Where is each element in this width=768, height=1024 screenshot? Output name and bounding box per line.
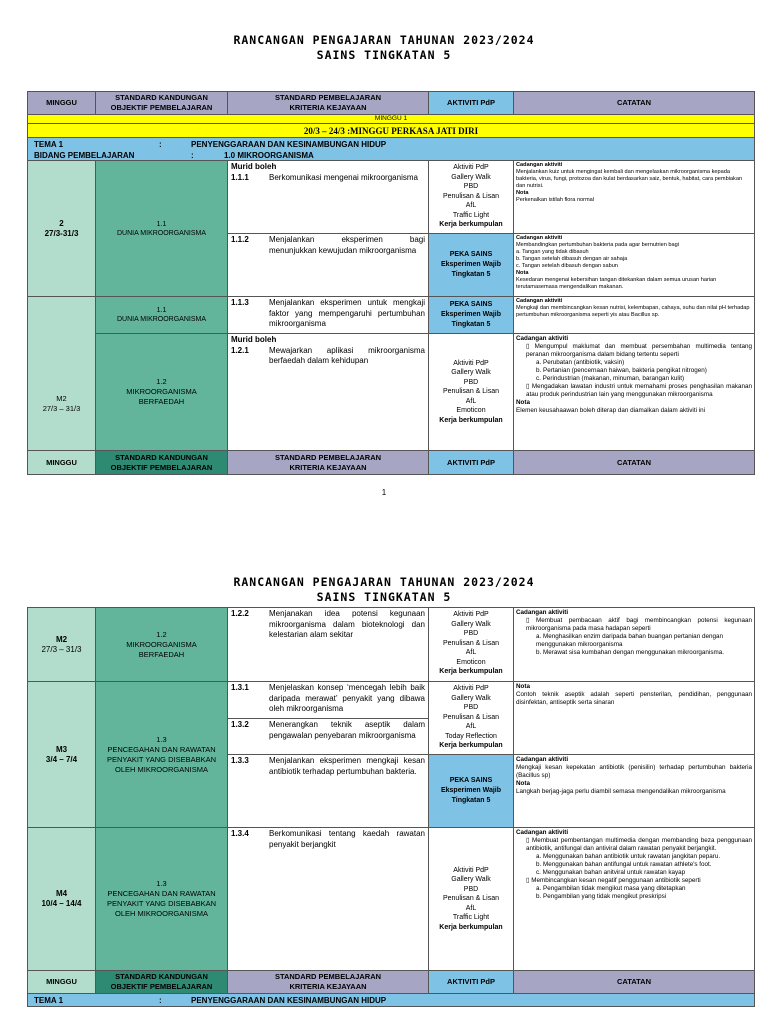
page-subtitle: SAINS TINGKATAN 5	[316, 48, 452, 62]
catatan-body: Mengumpul maklumat dan membuat persembahan multimedia tentang peranan mikroorganisma dalam bidang tertentu seperti	[526, 343, 752, 358]
aktiviti-line: Penulisan & Lisan	[442, 895, 500, 903]
footer-standard-kandungan: STANDARD KANDUNGAN OBJEKTIF PEMBELAJARAN	[95, 450, 228, 475]
aktiviti-1	[428, 160, 514, 234]
sk-1-2-cell-2: 1.2 MIKROORGANISMA BERFAEDAH	[95, 607, 228, 682]
sp-text: Berkomunikasi mengenai mikroorganisma	[269, 172, 418, 182]
nota-body: Kesedaran mengenai kebersihan tangan ditekankan dalam semua urusan harian terutamasemasa mengendalikan makanan.	[516, 277, 717, 290]
aktiviti-line: Penulisan & Lisan	[442, 713, 500, 721]
page-number: 1	[381, 488, 387, 497]
sp-1-3-4-cell	[227, 827, 429, 971]
tema-bar	[27, 137, 755, 161]
aktiviti-line: PBD	[463, 378, 479, 386]
catatan-head: Cadangan aktiviti	[516, 235, 563, 241]
bullet-icon: ▯	[526, 343, 535, 350]
sk-1-1-cell: 1.1 DUNIA MIKROORGANISMA	[95, 160, 228, 297]
aktiviti-line: AfL	[465, 904, 477, 912]
catatan-item: a. Menghasilkan enzim daripada bahan buangan pertanian dengan menggunakan mikroorganisma	[536, 633, 723, 648]
header-catatan: CATATAN	[513, 91, 755, 115]
catatan-item: b. Tangan setelah dibasuh dengan air sahaja	[516, 256, 628, 262]
aktiviti-line: Aktiviti PdP	[453, 611, 489, 618]
aktiviti-line: AfL	[465, 649, 477, 656]
footer-standard-kandungan-2: STANDARD KANDUNGAN OBJEKTIF PEMBELAJARAN	[95, 970, 228, 994]
aktiviti-line: Aktiviti PdP	[453, 359, 489, 367]
aktiviti-line: PBD	[463, 704, 479, 711]
catatan-body: Membandingkan pertumbuhan bakteria pada agar bernutrien bagi	[516, 242, 679, 248]
nota-body: Langkah berjag-jaga perlu diambil semasa mengendalikan mikroorganisma	[516, 788, 726, 795]
footer-standard-pembelajaran: STANDARD PEMBELAJARAN KRITERIA KEJAYAAN	[227, 450, 429, 475]
catatan-item: c. Tangan setelah dibasuh dengan sabun	[516, 263, 618, 269]
aktiviti-line: Penulisan & Lisan	[442, 192, 500, 200]
catatan-body: Membuat pembentangan multimedia dengan membanding beza penggunaan antibiotik, antifungal dan antiviral dalam rawatan penyakit berjangkit.	[526, 837, 752, 852]
catatan-body: Mengadakan lawatan industri untuk memahami proses penghasilan makanan atau produk perindustrian lain yang menggunakan mikroorganisma	[526, 383, 752, 398]
sp-num: 1.2.2	[231, 609, 249, 618]
tema-value: PENYENGGARAAN DAN KESINAMBUNGAN HIDUP	[191, 140, 387, 149]
nota-body: Elemen keusahaawan boleh diterap dan diamalkan dalam aktiviti ini	[516, 407, 706, 414]
tema-label: TEMA 1	[34, 996, 64, 1005]
catatan-item: b. Menggunakan bahan antifungal untuk rawatan athlete's foot.	[536, 861, 712, 868]
murid-boleh: Murid boleh	[231, 162, 277, 171]
catatan-p2-3	[513, 754, 755, 828]
sp-text: Menjalankan eksperimen untuk mengkaji faktor yang mempengaruhi pertumbuhan mikroorganisma	[269, 298, 425, 328]
sp-num: 1.3.3	[231, 756, 249, 765]
sp-1-3-3-cell	[227, 754, 429, 828]
aktiviti-line: Emoticon	[456, 658, 486, 666]
aktiviti-line: Traffic Light	[452, 211, 490, 219]
aktiviti-p2-3	[428, 827, 514, 971]
aktiviti-line: AfL	[465, 397, 477, 405]
header-standard-pembelajaran: STANDARD PEMBELAJARAN KRITERIA KEJAYAAN	[227, 91, 429, 115]
aktiviti-line: Kerja berkumpulan	[439, 742, 503, 749]
sp-num: 1.1.3	[231, 298, 249, 307]
week-m2-cell-2: M2 27/3 – 31/3	[27, 607, 96, 682]
aktiviti-line: Gallery Walk	[451, 876, 491, 884]
catatan-body: Menjalankan kuiz untuk mengingat kembali dan mengelaskan mikroorganisma kepada bakteria, virus, fungi, protozoa dan kulat berdasarkan saiz, bentuk, habitat, cara pembiakan dan nutrisi.	[516, 169, 743, 189]
aktiviti-line: Traffic Light	[452, 914, 490, 922]
catatan-body: Membuat pembacaan aktif bagi membincangkan potensi kegunaan mikroorganisma pada masa hadapan seperti	[526, 617, 753, 632]
aktiviti-line: Kerja berkumpulan	[439, 923, 503, 931]
catatan-body: Membincangkan kesan negatif penggunaan antibiotik seperti	[531, 877, 701, 884]
sk-1-3-cell: 1.3 PENCEGAHAN DAN RAWATAN PENYAKIT YANG DISEBABKAN OLEH MIKROORGANISMA	[95, 681, 228, 828]
bidang-colon: :	[191, 151, 194, 160]
perkasa-banner: 20/3 – 24/3 :MINGGU PERKASA JATI DIRI	[27, 123, 755, 138]
catatan-item: b. Merawat sisa kumbahan dengan menggunakan mikroorganisma.	[536, 649, 724, 656]
sp-text: Menjanakan idea potensi kegunaan mikroorganisma dalam bioteknologi dan kelestarian alam sekitar	[269, 609, 425, 639]
sp-1-2-1-cell	[227, 333, 429, 451]
sp-1-1-2-cell	[227, 233, 429, 297]
aktiviti-line: Emoticon	[456, 407, 486, 415]
sk-1-2-cell: 1.2 MIKROORGANISMA BERFAEDAH	[95, 333, 228, 451]
page-subtitle-2: SAINS TINGKATAN 5	[316, 590, 452, 604]
bullet-icon: ▯	[526, 617, 537, 624]
footer-aktiviti: AKTIVITI PdP	[428, 450, 514, 475]
sp-num: 1.3.4	[231, 829, 249, 838]
catatan-3	[513, 296, 755, 334]
sp-num: 1.1.2	[231, 235, 249, 244]
week-m3-cell: M3 3/4 – 7/4	[27, 681, 96, 828]
sp-num: 1.1.1	[231, 172, 249, 182]
aktiviti-line: Gallery Walk	[451, 369, 491, 377]
catatan-2	[513, 233, 755, 297]
catatan-body: Mengkaji kesan kepekatan antibiotik (penisilin) terhadap pertumbuhan bakteria (Bacillus sp)	[516, 764, 752, 779]
aktiviti-line: Today Reflection	[445, 732, 497, 740]
catatan-p2-1	[513, 607, 755, 682]
sp-text: Menjalankan eksperimen mengkaji kesan antibiotik terhadap pertumbuhan bakteria.	[269, 756, 425, 776]
catatan-body: Mengkaji dan membincangkan kesan nutrisi, kelembapan, cahaya, suhu dan nilai pH terhadap pertumbuhan mikroorganisma seperti yis atau Bacillus sp.	[516, 305, 750, 318]
catatan-p2-2	[513, 681, 755, 755]
aktiviti-line: AfL	[465, 202, 477, 209]
catatan-p2-4	[513, 827, 755, 971]
sp-text: Menjalankan eksperimen bagi menunjukkan kewujudan mikroorganisma	[269, 235, 425, 255]
catatan-head: Cadangan aktiviti	[516, 756, 569, 763]
catatan-4	[513, 333, 755, 451]
nota-label: Nota	[516, 683, 530, 690]
nota-body: Perkenalkan istilah flora normal	[516, 197, 595, 203]
sp-1-1-3-cell	[227, 296, 429, 334]
tema-colon: :	[159, 996, 162, 1005]
aktiviti-line: AfL	[465, 723, 477, 730]
footer-minggu: MINGGU	[27, 450, 96, 475]
minggu-1-label: MINGGU 1	[27, 114, 755, 124]
aktiviti-line: PBD	[463, 630, 479, 637]
peka-2: PEKA SAINS Eksperimen Wajib Tingkatan 5	[428, 296, 514, 334]
catatan-head: Cadangan aktiviti	[516, 335, 569, 342]
aktiviti-line: Aktiviti PdP	[453, 866, 489, 874]
peka-1: PEKA SAINS Eksperimen Wajib Tingkatan 5	[428, 233, 514, 297]
murid-boleh: Murid boleh	[231, 335, 277, 344]
catatan-body: Contoh teknik aseptik adalah seperti pensterilan, pendidihan, penggunaan disinfektan, antiseptik serta sinaran	[516, 691, 752, 706]
sp-1-3-1-cell	[227, 681, 429, 719]
aktiviti-line: Kerja berkumpulan	[439, 668, 503, 675]
aktiviti-2	[428, 333, 514, 451]
catatan-item: c. Perindustrian (makanan, minuman, barangan kulit)	[536, 375, 685, 382]
bidang-value: 1.0 MIKROORGANISMA	[224, 151, 314, 160]
aktiviti-line: Kerja berkumpulan	[439, 416, 503, 424]
footer-catatan: CATATAN	[513, 450, 755, 475]
catatan-item: a. Tangan yang tidak dibasuh	[516, 249, 589, 255]
sp-text: Menjelaskan konsep ‘mencegah lebih baik daripada merawat’ penyakit yang dibawa oleh mikroorganisma	[269, 683, 425, 713]
nota-label: Nota	[516, 270, 529, 276]
catatan-item: a. Perubatan (antibiotik, vaksin)	[536, 359, 625, 366]
sk-1-1-cell-b: 1.1 DUNIA MIKROORGANISMA	[95, 296, 228, 334]
catatan-item: a. Menggunakan bahan antibiotik untuk rawatan jangkitan peparu.	[536, 853, 721, 860]
nota-label: Nota	[516, 190, 529, 196]
bullet-icon: ▯	[526, 383, 532, 390]
catatan-head: Cadangan aktiviti	[516, 609, 569, 616]
aktiviti-line: Aktiviti PdP	[453, 164, 489, 171]
nota-label: Nota	[516, 780, 530, 787]
sp-1-3-2-cell	[227, 718, 429, 755]
sp-text: Berkomunikasi tentang kaedah rawatan penyakit berjangkit	[269, 829, 425, 849]
sp-num: 1.2.1	[231, 345, 249, 355]
footer-minggu-2: MINGGU	[27, 970, 96, 994]
sp-1-1-1-cell	[227, 160, 429, 234]
week-m2-cell: M2 27/3 – 31/3	[27, 296, 96, 451]
header-aktiviti: AKTIVITI PdP	[428, 91, 514, 115]
sk-1-3-cell-2: 1.3 PENCEGAHAN DAN RAWATAN PENYAKIT YANG DISEBABKAN OLEH MIKROORGANISMA	[95, 827, 228, 971]
tema-colon: :	[159, 140, 162, 149]
bullet-icon: ▯	[526, 877, 532, 884]
aktiviti-line: PBD	[463, 183, 479, 190]
aktiviti-line: Gallery Walk	[451, 620, 491, 628]
sp-text: Menerangkan teknik aseptik dalam pengawalan penyebaran mikroorganisma	[269, 720, 425, 740]
aktiviti-line: Penulisan & Lisan	[442, 639, 500, 647]
catatan-item: c. Menggunakan bahan anitviral untuk rawatan kayap	[536, 869, 686, 876]
page-title-2: RANCANGAN PENGAJARAN TAHUNAN 2023/2024	[233, 575, 535, 589]
catatan-1	[513, 160, 755, 234]
aktiviti-line: Penulisan & Lisan	[442, 388, 500, 396]
aktiviti-p2-2	[428, 681, 514, 755]
footer-standard-pembelajaran-2: STANDARD PEMBELAJARAN KRITERIA KEJAYAAN	[227, 970, 429, 994]
header-standard-kandungan: STANDARD KANDUNGAN OBJEKTIF PEMBELAJARAN	[95, 91, 228, 115]
aktiviti-line: PBD	[463, 885, 479, 893]
footer-aktiviti-2: AKTIVITI PdP	[428, 970, 514, 994]
catatan-head: Cadangan aktiviti	[516, 298, 563, 304]
catatan-item: b. Pengambilan yang tidak mengikut preskripsi	[536, 893, 667, 900]
bullet-icon: ▯	[526, 837, 532, 844]
catatan-item: a. Pengambilan tidak mengikut masa yang ditetapkan	[536, 885, 686, 892]
week-2-cell: 2 27/3-31/3	[27, 160, 96, 297]
peka-p2: PEKA SAINS Eksperimen Wajib Tingkatan 5	[428, 754, 514, 828]
sp-1-2-2-cell	[227, 607, 429, 682]
tema-bar-2	[27, 993, 755, 1007]
sp-num: 1.3.2	[231, 720, 249, 729]
aktiviti-line: Aktiviti PdP	[453, 685, 489, 692]
sp-num: 1.3.1	[231, 683, 249, 692]
aktiviti-p2-1	[428, 607, 514, 682]
week-m4-cell: M4 10/4 – 14/4	[27, 827, 96, 971]
bidang-label: BIDANG PEMBELAJARAN	[34, 151, 135, 160]
header-minggu: MINGGU	[27, 91, 96, 115]
aktiviti-line: Gallery Walk	[451, 173, 491, 181]
aktiviti-line: Kerja berkumpulan	[439, 221, 503, 228]
footer-catatan-2: CATATAN	[513, 970, 755, 994]
aktiviti-line: Gallery Walk	[451, 694, 491, 702]
page-title: RANCANGAN PENGAJARAN TAHUNAN 2023/2024	[233, 33, 535, 47]
sp-text: Mewajarkan aplikasi mikroorganisma berfaedah dalam kehidupan	[269, 345, 425, 365]
tema-label: TEMA 1	[34, 140, 64, 149]
catatan-head: Cadangan aktiviti	[516, 829, 569, 836]
catatan-head: Cadangan aktiviti	[516, 162, 563, 168]
catatan-item: b. Pertanian (pencernaan haiwan, bakteria pengikat nitrogen)	[536, 367, 707, 374]
tema-value: PENYENGGARAAN DAN KESINAMBUNGAN HIDUP	[191, 996, 387, 1005]
nota-label: Nota	[516, 399, 530, 406]
